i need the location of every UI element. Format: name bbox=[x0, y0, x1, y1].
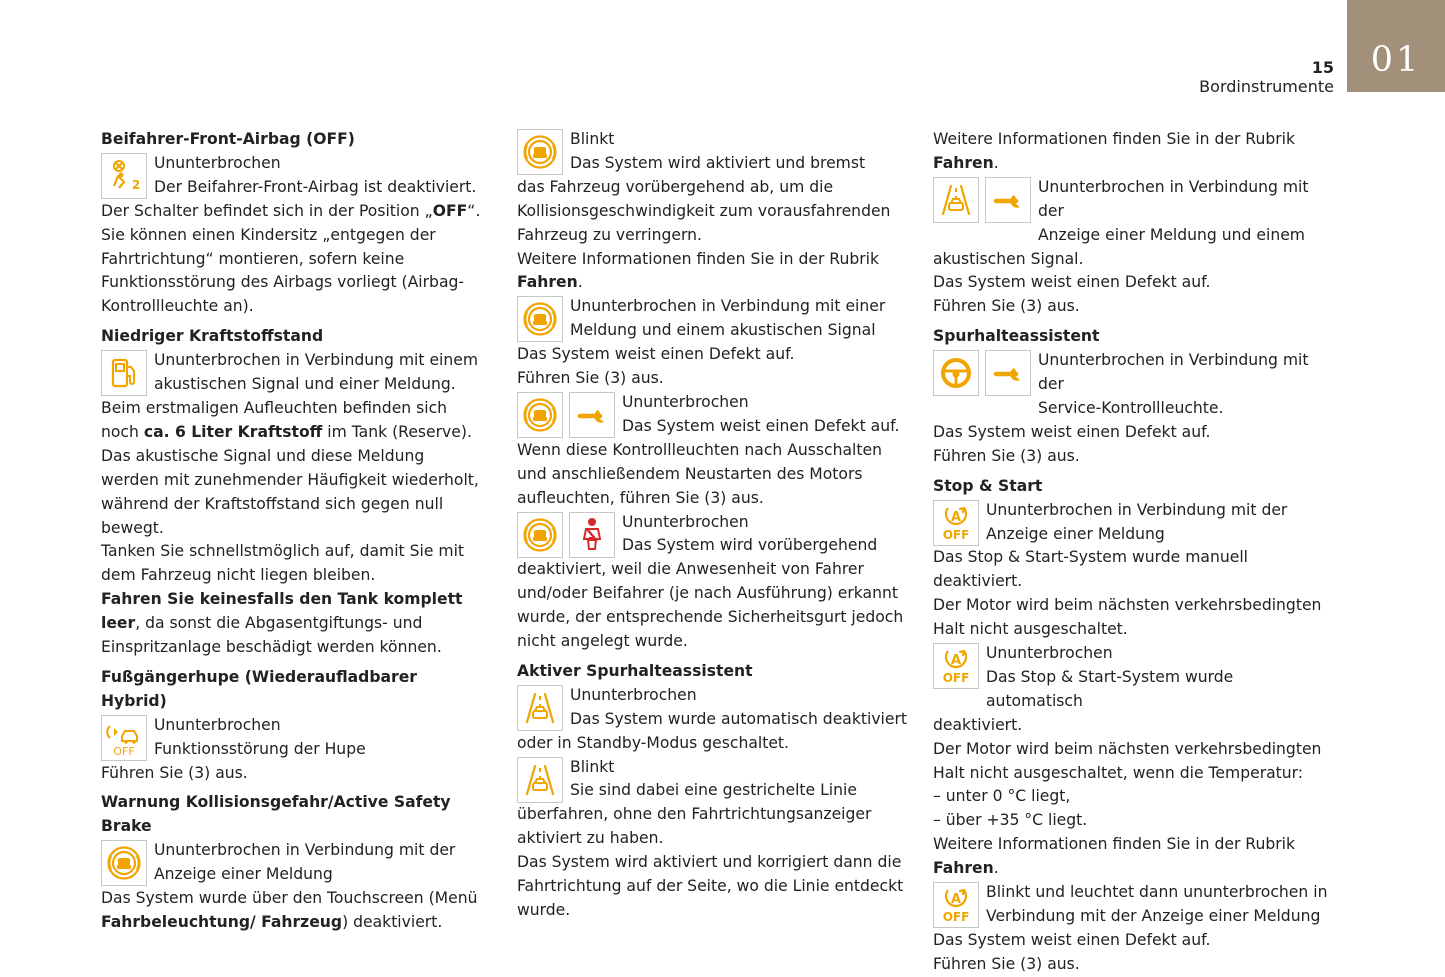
heading-horn: Fußgängerhupe (Wiederaufladbarer Hybrid) bbox=[101, 667, 417, 710]
stopstart-manual-row bbox=[933, 499, 1333, 547]
heading-active-lane: Aktiver Spurhalteassistent bbox=[517, 661, 753, 680]
fuel-indicator-row bbox=[101, 349, 486, 397]
indicator-state: Ununterbrochen bbox=[154, 715, 281, 734]
collision-warning-icon bbox=[517, 392, 563, 438]
paragraph: deaktiviert, weil die Anwesenheit von Fahrer und/oder Beifahrer (je nach Ausführung) erkannt wurde, der entsprechende Sicherheitsgurt jedoch nicht angelegt wurde. bbox=[517, 560, 904, 651]
paragraph: Wenn diese Kontrollleuchten nach Ausschalten und anschließendem Neustarten des Motors aufleuchten, führen Sie (3) aus. bbox=[517, 440, 882, 507]
stopstart-defect-row bbox=[933, 881, 1333, 929]
collision-wrench-row bbox=[517, 391, 907, 439]
paragraph: Das System weist einen Defekt auf. bbox=[933, 422, 1211, 441]
lane-defect-row bbox=[933, 176, 1333, 248]
collision-indicator-row bbox=[101, 839, 486, 887]
indicator-description: Das System wird aktiviert und bremst bbox=[570, 153, 866, 172]
paragraph: Der Motor wird beim nächsten verkehrsbedingten Halt nicht ausgeschaltet. bbox=[933, 596, 1322, 639]
seatbelt-icon bbox=[569, 512, 615, 558]
column-2 bbox=[517, 128, 907, 923]
heading-airbag: Beifahrer-Front-Airbag (OFF) bbox=[101, 130, 355, 148]
indicator-description: Das System weist einen Defekt auf. bbox=[622, 416, 900, 435]
indicator-state: Ununterbrochen bbox=[154, 153, 281, 172]
paragraph: Das akustische Signal und diese Meldung werden mit zunehmender Häufigkeit wiederholt, während der Kraftstoffstand sich gegen null bewegt. bbox=[101, 446, 479, 537]
indicator-state: Ununterbrochen bbox=[986, 644, 1113, 663]
stop-start-off-icon bbox=[933, 882, 979, 928]
chapter-tab bbox=[1347, 0, 1445, 92]
steering-wheel-icon bbox=[933, 350, 979, 396]
collision-warning-icon bbox=[517, 512, 563, 558]
paragraph: Weitere Informationen finden Sie in der Rubrik bbox=[933, 835, 1295, 854]
indicator-description: Das Stop & Start-System wurde automatisch bbox=[986, 667, 1234, 710]
indicator-state: Ununterbrochen in Verbindung mit der bbox=[986, 500, 1288, 519]
paragraph: Das System weist einen Defekt auf. bbox=[933, 273, 1211, 292]
paragraph: das Fahrzeug vorübergehend ab, um die Kollisionsgeschwindigkeit zum vorausfahrenden Fahrzeug zu verringern. bbox=[517, 177, 891, 244]
chapter-number: 01 bbox=[1370, 40, 1422, 80]
paragraph: Fahren. bbox=[517, 273, 583, 292]
paragraph: Das System wurde über den Touchscreen (Menü Fahrbeleuchtung/ Fahrzeug) deaktiviert. bbox=[101, 889, 478, 931]
paragraph: Fahren. bbox=[933, 859, 999, 878]
svg-text:OFF: OFF bbox=[113, 744, 135, 758]
lane-blink-row bbox=[517, 756, 907, 804]
fuel-pump-icon bbox=[101, 350, 147, 396]
heading-lane-keep: Spurhalteassistent bbox=[933, 327, 1100, 346]
indicator-state: Ununterbrochen bbox=[570, 685, 697, 704]
paragraph: überfahren, ohne den Fahrtrichtungsanzeiger aktiviert zu haben. bbox=[517, 805, 872, 848]
lane-keep-row bbox=[933, 349, 1333, 421]
indicator-description: Meldung und einem akustischen Signal bbox=[570, 321, 876, 340]
lane-off-row bbox=[517, 684, 907, 732]
indicator-description: Das System wird vorübergehend bbox=[622, 536, 878, 555]
paragraph: akustischen Signal. bbox=[933, 249, 1084, 268]
indicator-state: Ununterbrochen in Verbindung mit der bbox=[154, 841, 456, 860]
indicator-state: Blinkt bbox=[570, 130, 615, 148]
paragraph: Das System weist einen Defekt auf. bbox=[517, 345, 795, 364]
indicator-description: Service-Kontrollleuchte. bbox=[1038, 398, 1224, 417]
indicator-description: akustischen Signal und einer Meldung. bbox=[154, 375, 456, 394]
indicator-state: Ununterbrochen bbox=[622, 512, 749, 531]
indicator-description: Das System wurde automatisch deaktiviert bbox=[570, 709, 908, 728]
paragraph: Tanken Sie schnellstmöglich auf, damit Sie mit dem Fahrzeug nicht liegen bleiben. bbox=[101, 542, 465, 585]
collision-warning-icon bbox=[517, 296, 563, 342]
paragraph: Der Schalter befindet sich in der Position „OFF“. bbox=[101, 201, 481, 220]
airbag-indicator-row bbox=[101, 152, 486, 200]
indicator-description: Verbindung mit der Anzeige einer Meldung bbox=[986, 907, 1321, 925]
collision-defect-row bbox=[517, 295, 907, 343]
page-number: 15 bbox=[1311, 58, 1334, 77]
collision-warning-icon bbox=[101, 840, 147, 886]
wrench-icon bbox=[985, 350, 1031, 396]
collision-warning-icon bbox=[517, 129, 563, 175]
wrench-icon bbox=[985, 177, 1031, 223]
paragraph: Beim erstmaligen Aufleuchten befinden sich noch ca. 6 Liter Kraftstoff im Tank (Reserve). bbox=[101, 398, 472, 441]
indicator-state: Ununterbrochen in Verbindung mit der bbox=[1038, 177, 1309, 220]
paragraph: Führen Sie (3) aus. bbox=[517, 369, 664, 388]
paragraph: Führen Sie (3) aus. bbox=[933, 446, 1080, 465]
indicator-description: Anzeige einer Meldung bbox=[986, 524, 1165, 543]
stop-start-off-icon bbox=[933, 500, 979, 546]
paragraph: Weitere Informationen finden Sie in der Rubrik bbox=[517, 249, 879, 268]
wrench-icon bbox=[569, 392, 615, 438]
indicator-state: Ununterbrochen in Verbindung mit der bbox=[1038, 351, 1309, 394]
lane-keeping-icon bbox=[517, 685, 563, 731]
paragraph: oder in Standby-Modus geschaltet. bbox=[517, 733, 789, 752]
collision-seatbelt-row bbox=[517, 511, 907, 559]
column-1 bbox=[101, 128, 486, 935]
indicator-state: Blinkt und leuchtet dann ununterbrochen in bbox=[986, 883, 1328, 902]
column-3 bbox=[933, 128, 1333, 977]
paragraph: Der Motor wird beim nächsten verkehrsbedingten Halt nicht ausgeschaltet, wenn die Temperatur: bbox=[933, 739, 1322, 782]
indicator-state: Ununterbrochen in Verbindung mit einer bbox=[570, 297, 886, 316]
indicator-description: Sie sind dabei eine gestrichelte Linie bbox=[570, 781, 857, 800]
indicator-state: Ununterbrochen bbox=[622, 392, 749, 411]
section-title: Bordinstrumente bbox=[1199, 77, 1334, 96]
paragraph: Führen Sie (3) aus. bbox=[933, 954, 1080, 973]
svg-text:2: 2 bbox=[131, 177, 141, 192]
heading-fuel: Niedriger Kraftstoffstand bbox=[101, 327, 324, 346]
indicator-description: Der Beifahrer-Front-Airbag ist deaktiviert. bbox=[154, 177, 477, 196]
heading-stop-start: Stop & Start bbox=[933, 476, 1043, 495]
paragraph: Das System wird aktiviert und korrigiert dann die Fahrtrichtung auf der Seite, wo die Linie entdeckt wurde. bbox=[517, 853, 904, 919]
paragraph: Das Stop & Start-System wurde manuell deaktiviert. bbox=[933, 548, 1248, 591]
heading-collision: Warnung Kollisionsgefahr/Active Safety Brake bbox=[101, 793, 451, 836]
passenger-airbag-off-icon bbox=[101, 153, 147, 199]
indicator-description: Anzeige einer Meldung bbox=[154, 865, 333, 884]
indicator-description: Anzeige einer Meldung und einem bbox=[1038, 225, 1305, 244]
lane-keeping-icon bbox=[517, 757, 563, 803]
lane-keeping-icon bbox=[933, 177, 979, 223]
indicator-state: Blinkt bbox=[570, 757, 615, 776]
paragraph: Führen Sie (3) aus. bbox=[101, 763, 248, 782]
stopstart-auto-row bbox=[933, 642, 1333, 714]
paragraph: Führen Sie (3) aus. bbox=[933, 297, 1080, 316]
paragraph: Weitere Informationen finden Sie in der Rubrik bbox=[933, 130, 1295, 148]
paragraph: Fahren Sie keinesfalls den Tank komplett leer, da sonst die Abgasentgiftungs- und Einspritzanlage beschädigt werden können. bbox=[101, 590, 463, 657]
paragraph: Das System weist einen Defekt auf. bbox=[933, 930, 1211, 949]
list-item: – über +35 °C liegt. bbox=[933, 811, 1088, 830]
list-item: – unter 0 °C liegt, bbox=[933, 787, 1071, 806]
indicator-state: Ununterbrochen in Verbindung mit einem bbox=[154, 351, 479, 370]
stop-start-off-icon bbox=[933, 643, 979, 689]
indicator-description: Funktionsstörung der Hupe bbox=[154, 739, 366, 758]
paragraph: Fahren. bbox=[933, 153, 999, 172]
horn-indicator-row bbox=[101, 714, 486, 762]
pedestrian-horn-off-icon bbox=[101, 715, 147, 761]
paragraph: deaktiviert. bbox=[933, 715, 1023, 734]
paragraph: Sie können einen Kindersitz „entgegen der Fahrtrichtung“ montieren, sofern keine Funktionsstörung des Airbags vorliegt (Airbag-Kontrollleuchte an). bbox=[101, 225, 465, 316]
collision-blink-row bbox=[517, 128, 907, 176]
